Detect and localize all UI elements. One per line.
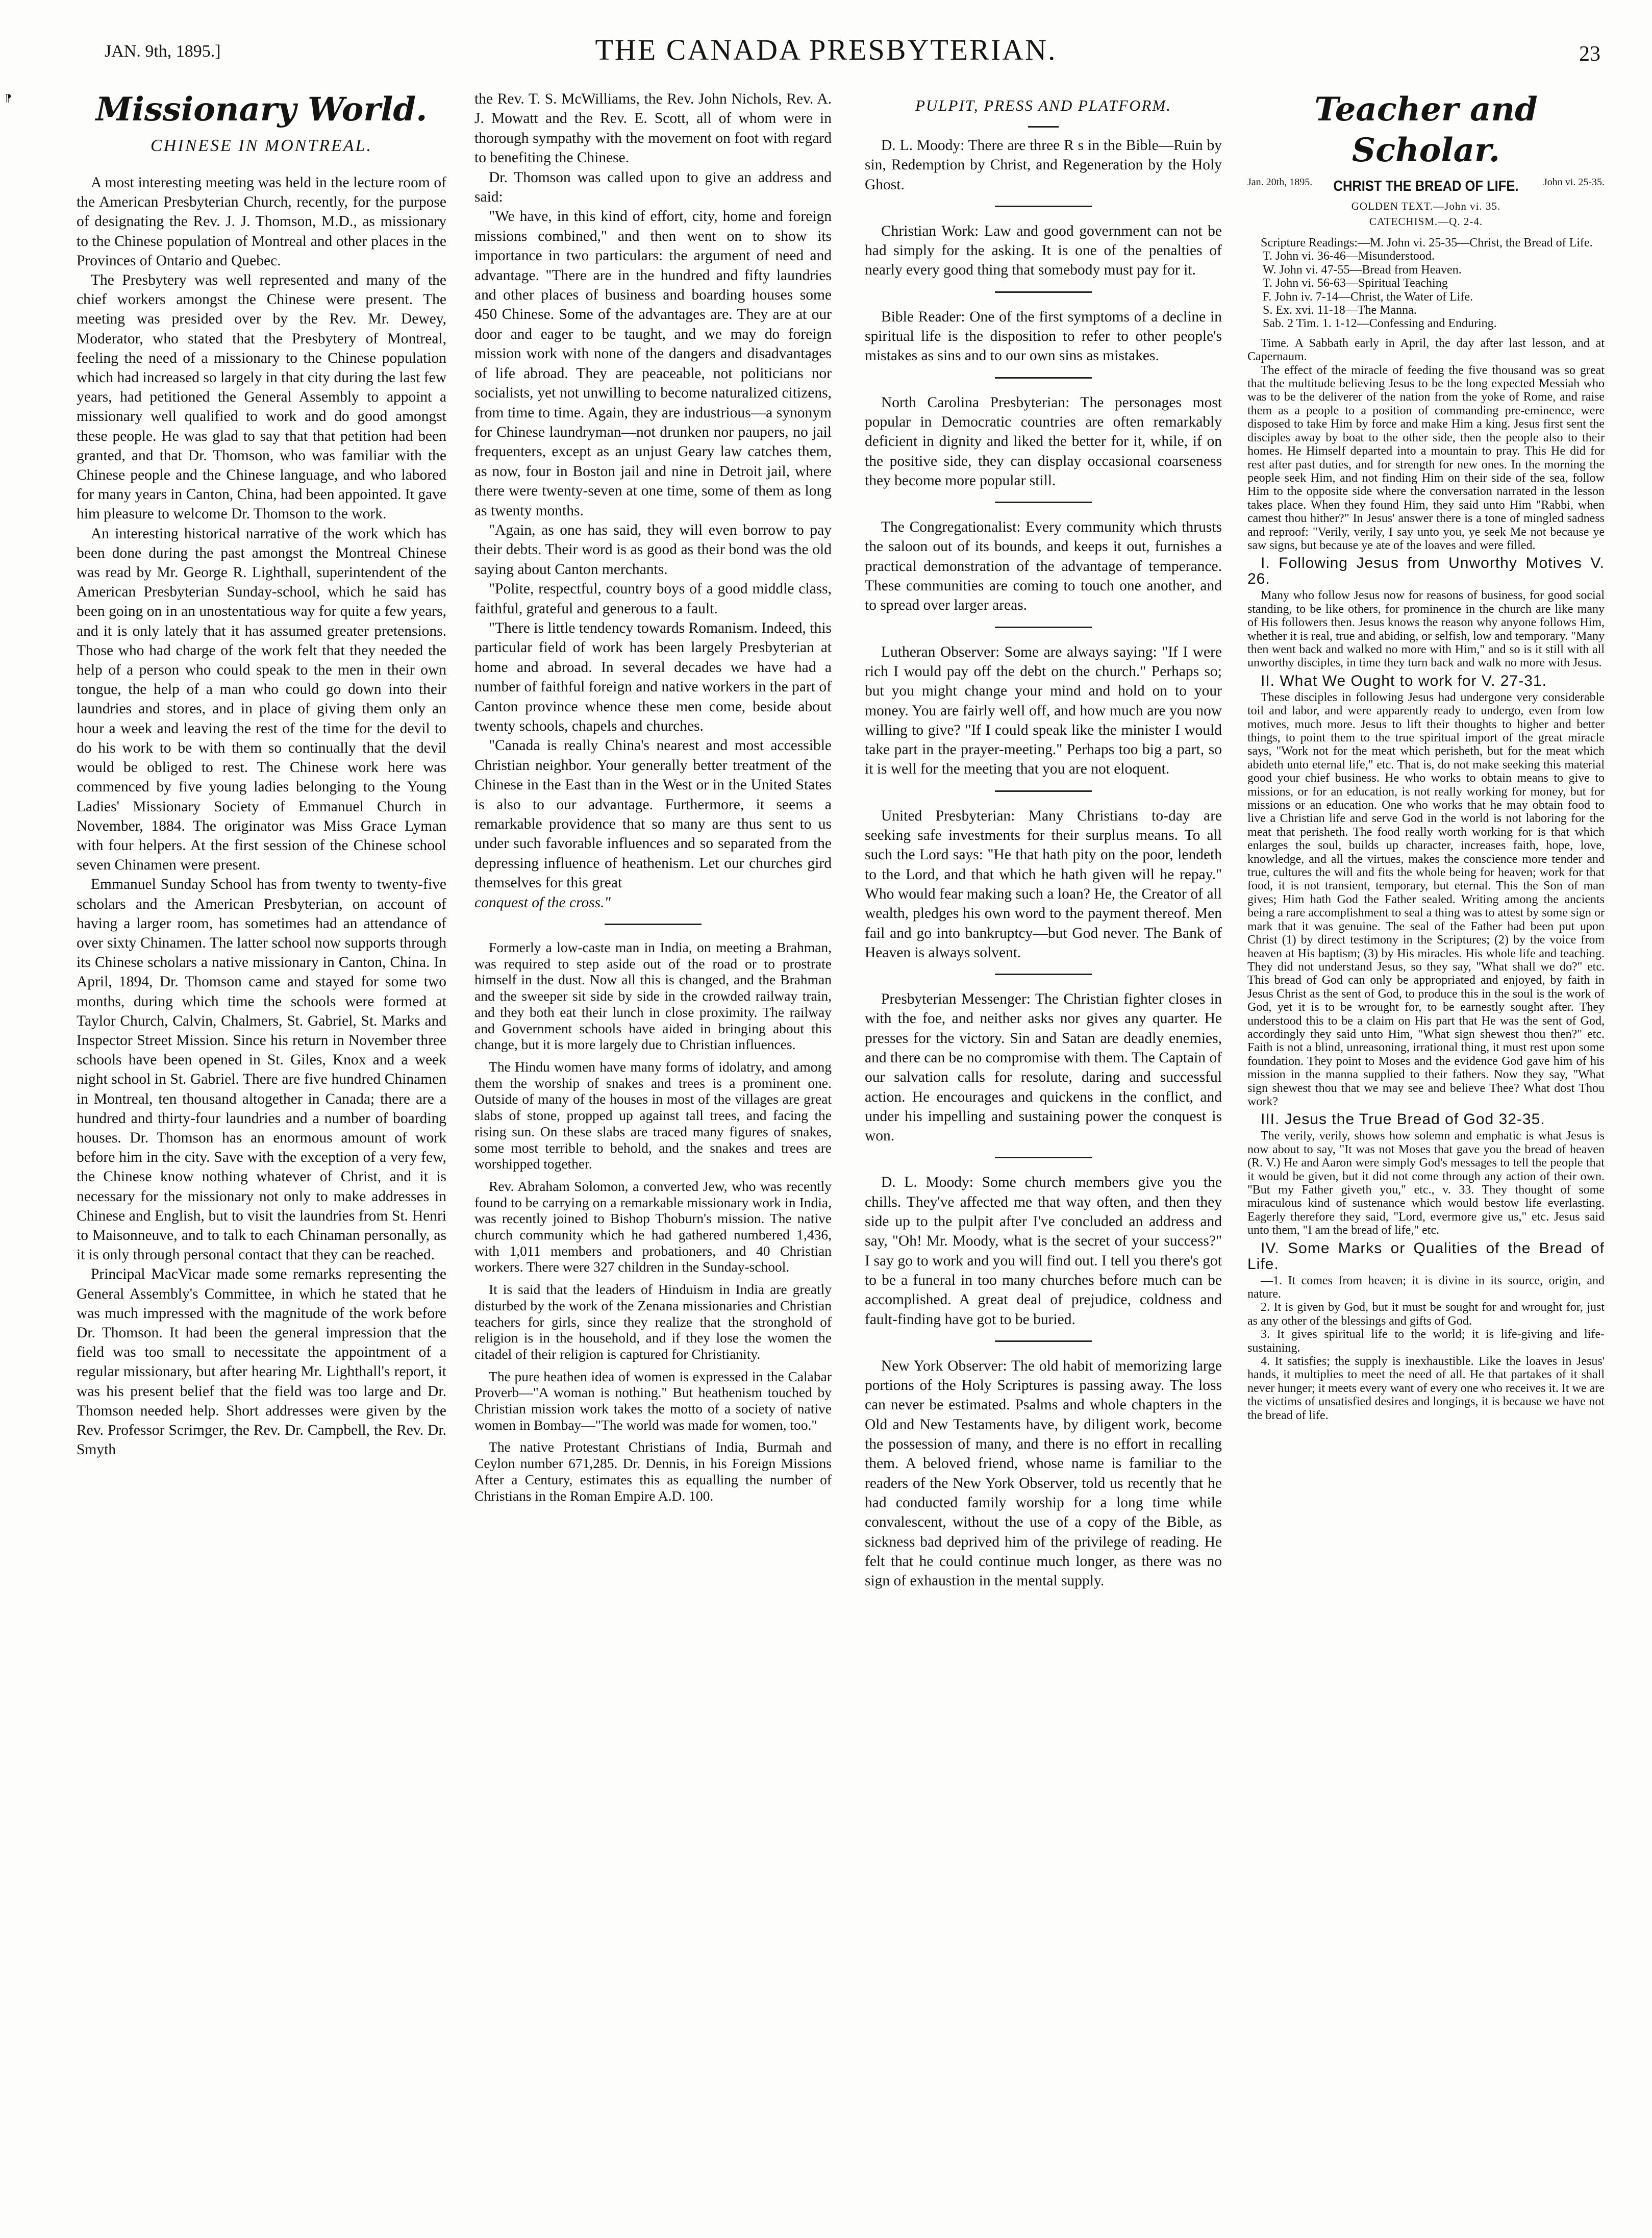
divider-rule (995, 627, 1092, 628)
article-paragraph: The Presbytery was well represented and many of the chief workers amongst the Chinese were present. The meeting was presided over by the Rev. Mr. Dewey, Moderator, who stated that the Presbytery of Montreal, feeling the need of a missionary to the Chinese population which had increased so largely in that city during the last few years, had petitioned the General Assembly to appoint a missionary well qualified to work and do good amongst these people. He was glad to say that that petition had been granted, and that Dr. Thomson, who was familiar with the Chinese people and the Chinese language, and who labored for many years in Canton, China, had been appointed. It gave him pleasure to welcome Dr. Thomson to the work. (77, 272, 446, 523)
lesson-date: Jan. 20th, 1895. (1247, 177, 1313, 188)
reading-line: S. Ex. xvi. 11-18—The Manna. (1263, 304, 1417, 317)
column-teacher-and-scholar (1247, 89, 1605, 1422)
quote-item: Presbyterian Messenger: The Christian fighter closes in with the foe, and neither asks nor gives any quarter. He presses for the victory. Sin and Satan are deadly enemies, and there can be no compromise with them. The Captain of our salvation calls for resolute, daring and successful action. He encourages and quickens in the conflict, and under his impelling and sustaining power the conquest is won. (865, 991, 1222, 1145)
news-item: The pure heathen idea of women is expressed in the Calabar Proverb—"A woman is nothing." But heathenism touched by Christian mission work takes the motto of a society of native women in Bombay—"The world was made for women, too." (474, 1368, 832, 1433)
lesson-reference: John vi. 25-35. (1543, 177, 1605, 188)
divider-rule (995, 377, 1092, 379)
lesson-header (1247, 175, 1605, 198)
lesson-point-text: These disciples in following Jesus had undergone very considerable toil and labor, and were apparently ready to undergo, even from low motives, much more. Jesus to lift their thoughts to higher and better things, to point them to the true spiritual import of the great miracle says, "Work not for the meat which perisheth, but for the meat which abideth unto eternal life," etc. That is, do not make seeking this material good your chief business. He who works to obtain means to give to missions, or for an education, is not really working for money, but for missions or an education. One who works that he may obtain food to live a Christian life and serve God in the world is not laboring for the meat that perisheth. The food really worth working for is that which enlarges the soul, builds up character, increases faith, hope, love, knowledge, and all the virtues, makes the conscience more tender and true, cultures the will and fits the whole being for heaven; work for that food, it is not transient, temporary, but eternal. This the Son of man gives; Him hath God the Father sealed. Writing among the ancients being a rare accomplishment to seal a thing was to attest by some sign or mark that it was genuine. The seal of the Father had been put upon Christ (1) by direct testimony in the Scriptures; (2) by the voice from heaven at His baptism; (3) by His miracles. His whole life and teaching. They did not understand Jesus, so they say, "What shall we do?" etc. This bread of God can only be appropriated and enjoyed, by faith in Jesus Christ as the sent of God, to produce this in the soul is the work of God, yet it is to be wrought for, to be earnestly sought after. They understood this to be a claim on His part that He was the sent of God, accordingly they said unto Him, "What sign shewest thou then?" etc. Faith is not a blind, unreasoning, irrational thing, it must rest upon some foundation. They point to Moses and the evidence God gave him of his mission in the manna supplied to their fathers. Now they say, "What sign shewest thou that we may see and believe Thee? What dost Thou work? (1247, 690, 1605, 1108)
lesson-point-heading: II. What We Ought to work for V. 27-31. (1261, 672, 1547, 689)
lesson-point-heading: IV. Some Marks or Qualities of the Bread of Life. (1247, 1239, 1605, 1273)
divider-rule (995, 502, 1092, 503)
article-paragraph: An interesting historical narrative of the work which has been done during the past amongst the Montreal Chinese was read by Mr. George R. Lighthall, superintendent of the American Presbyterian Sunday-school, which he said has been going on in an unostentatious way for quite a few years, and it is only lately that it has assumed greater pretensions. Those who had charge of the work felt that they needed the help of a person who could speak to the men in their own tongue, the help of a man who could go down into their laundries and stores, and in place of giving them only an hour a week and leaving the rest of the time for the devil to do his work to be with them so continually that the devil would be obliged to rest. The Chinese work here was commenced by five young ladies belonging to the Young Ladies' Missionary Society of Emmanuel Church in November, 1884. The originator was Miss Grace Lyman with four helpers. At the first session of the Chinese school seven Chinamen were present. (77, 525, 446, 874)
list-item: 3. It gives spiritual life to the world; it is life-giving and life-sustaining. (1247, 1328, 1605, 1355)
quote-item: United Presbyterian: Many Christians to-day are seeking safe investments for their surplus means. To all such the Lord says: "He that hath pity on the poor, lendeth to the Lord, and that which he hath given will he repay." Who would fear making such a loan? He, the Creator of all wealth, pledges his own word to the payment thereof. Men fail and go into bankruptcy—but God never. The Bank of Heaven is always solvent. (865, 807, 1222, 961)
lesson-point-text: Many who follow Jesus now for reasons of business, for good social standing, to be like others, for prominence in the church are like many of His followers then. Jesus knows the reason why anyone follows Him, whether it is real, true and abiding, or selfish, low and temporary. "Many then went back and walked no more with Him," and so is it still with all unworthy disciples, in time they turn back and walk no more with Jesus. (1247, 589, 1605, 670)
article-paragraph: Emmanuel Sunday School has from twenty to twenty-five scholars and the American Presbyterian, on account of having a larger room, has sometimes had an attendance of over sixty Chinamen. The latter school now supports through its Chinese scholars a native missionary in Canton, China. In April, 1894, Dr. Thomson came and stayed for some two months, during which time the schools were formed at Taylor Church, Calvin, Chalmers, St. Gabriel, St. Marks and Inspector Street Mission. Since his return in November three schools have been opened in St. Giles, Knox and a week night school in St. Gabriel. There are five hundred Chinamen in Montreal, ten thousand altogether in Canada; there are a hundred and thirty-four laundries and a number of boarding houses. Dr. Thomson has an enormous amount of work before him in the city. Save with the exception of a very few, the Chinese know nothing whatever of Christ, and it is necessary for the missionary not only to make addresses in Chinese and English, but to visit the laundries from St. Henri to Maisonneuve, and to talk to each Chinaman personally, as it is only through personal contact that they can be reached. (77, 876, 446, 1263)
divider-rule (995, 790, 1092, 792)
golden-text: GOLDEN TEXT.—John vi. 35. (1351, 200, 1501, 212)
news-item: The native Protestant Christians of India, Burmah and Ceylon number 671,285. Dr. Dennis, in his Foreign Missions After a Century, estimates this as equalling the number of Christians in the Roman Empire A.D. 100. (474, 1439, 832, 1504)
article-subhead-chinese-in-montreal: CHINESE IN MONTREAL. (151, 136, 372, 155)
lesson-point-heading: I. Following Jesus from Unworthy Motives V. 26. (1247, 555, 1605, 588)
catechism-reference: CATECHISM.—Q. 2-4. (1369, 215, 1483, 228)
reading-line: Sab. 2 Tim. 1. 1-12—Confessing and Enduring. (1263, 317, 1497, 331)
quote-item: Bible Reader: One of the first symptoms of a decline in spiritual life is the disposition to refer to other people's mistakes as sins and to our own sins as mistakes. (865, 308, 1222, 364)
article-paragraph: Principal MacVicar made some remarks representing the General Assembly's Committee, in which he stated that he was much impressed with the magnitude of the work before Dr. Thomson. It had been the general impression that the field was too small to necessitate the appointment of a regular missionary, but after hearing Mr. Lighthall's report, it was his present belief that the field was too large and Dr. Thomson needed help. Short addresses were given by the Rev. Professor Scrimger, the Rev. Dr. Campbell, the Rev. Dr. Smyth (77, 1266, 446, 1458)
reading-line: T. John vi. 56-63—Spiritual Teaching (1263, 277, 1448, 290)
issue-date: JAN. 9th, 1895.] (105, 42, 221, 61)
quote-item: The Congregationalist: Every community which thrusts the saloon out of its bounds, and keeps it out, furnishes a practical demonstration of the advantage of temperance. These communities are coming to touch one another, and to spread over larger areas. (865, 519, 1222, 614)
news-item: The Hindu women have many forms of idolatry, and among them the worship of snakes and trees is a prominent one. Outside of many of the houses in most of the villages are great slabs of stone, propped up against tall trees, and facing the rising sun. On these slabs are traced many figures of snakes, some most terrible to behold, and the snakes and trees are worshipped together. (474, 1058, 832, 1172)
article-paragraph: "We have, in this kind of effort, city, home and foreign missions combined," and then went on to show its importance in two particulars: the argument of need and advantage. "There are in the hundred and fifty laundries and other places of business and boarding houses some 450 Chinese. Some of the advantages are. They are at our door and eager to be taught, and we may do foreign mission work with none of the dangers and disadvantages of life abroad. They are peaceable, not politicians nor socialists, yet not unwilling to become naturalized citizens, from time to time. Again, they are industrious—a synonym for Chinese laundryman—not drunken nor paupers, no jail frequenters, except as an unjust Geary law catches them, as now, four in Boston jail and nine in Detroit jail, where there were twenty-seven at one time, some of them as long as twenty months. (474, 208, 832, 519)
margin-mark: ⁋ (5, 93, 12, 104)
section-title-teacher-and-scholar: Teacher and Scholar. (1314, 90, 1538, 169)
reading-line: T. John vi. 36-46—Misunderstood. (1263, 250, 1435, 263)
article-paragraph-end: conquest of the cross." (474, 894, 611, 911)
quote-item: D. L. Moody: There are three R s in the Bible—Ruin by sin, Redemption by Christ, and Regeneration by the Holy Ghost. (865, 137, 1222, 193)
section-title-pulpit-press-platform: PULPIT, PRESS AND PLATFORM. (915, 96, 1172, 114)
quote-item: Lutheran Observer: Some are always saying: "If I were rich I would pay off the debt on the church." Perhaps so; but you might change your mind and hold on to your money. You are fairly well off, and how much are you now willing to give? "If I could speak like the minister I would take part in the prayer-meeting." Perhaps too big a part, so it is well for the meeting that you are not eloquent. (865, 643, 1222, 778)
page-number: 23 (1579, 42, 1600, 66)
column-missionary-world-continued (474, 89, 832, 1504)
quote-item: North Carolina Presbyterian: The personages most popular in Democratic countries are often remarkably deficient in dignity and liked the better for it, while, if on the positive side, they can display occasional coarseness they become more popular still. (865, 394, 1222, 489)
reading-line: Scripture Readings:—M. John vi. 25-35—Christ, the Bread of Life. (1261, 236, 1593, 250)
divider-rule (995, 291, 1092, 293)
article-paragraph: A most interesting meeting was held in the lecture room of the American Presbyterian Church, recently, for the purpose of designating the Rev. J. J. Thomson, M.D., as missionary to the Chinese population of Montreal and other places in the Provinces of Ontario and Quebec. (77, 175, 446, 269)
publication-title: THE CANADA PRESBYTERIAN. (595, 33, 1057, 66)
news-item: It is said that the leaders of Hinduism in India are greatly disturbed by the work of the Zenana missionaries and Christian teachers for girls, since they realize that the stronghold of religion is in the household, and if they lose the women the citadel of their religion is captured for Christianity. (474, 1281, 832, 1362)
quote-item: New York Observer: The old habit of memorizing large portions of the Holy Scriptures is passing away. The loss can never be estimated. Psalms and whole chapters in the Old and New Testaments have, by diligent work, become the possession of many, and there is no effort in recalling them. A beloved friend, whose name is familiar to the readers of the New York Observer, told us recently that he had conducted family worship for a long time while convalescent, without the use of a copy of the Bible, as sickness bad deprived him of the privilege of reading. He felt that he could continue much longer, as there was no sign of exhaustion in the mental supply. (865, 1357, 1222, 1589)
article-paragraph: the Rev. T. S. McWilliams, the Rev. John Nichols, Rev. A. J. Mowatt and the Rev. E. Scott, all of whom were in thorough sympathy with the movement on foot with regard to benefiting the Chinese. (474, 91, 832, 166)
divider-rule (605, 924, 702, 925)
article-paragraph: "Again, as one has said, they will even borrow to pay their debts. Their word is as good as their bond was the old saying about Canton merchants. (474, 521, 832, 578)
section-title-missionary-world: Missionary World. (95, 90, 428, 129)
lesson-title: CHRIST THE BREAD OF LIFE. (1333, 178, 1519, 194)
divider-rule (995, 1340, 1092, 1342)
scripture-readings (1247, 236, 1605, 331)
news-item: Formerly a low-caste man in India, on meeting a Brahman, was required to step aside out of the road or to prostrate himself in the dust. Now all this is changed, and the Brahman and the sweeper sit side by side in the crowded railway train, and they both eat their lunch in close proximity. The railway and Government schools have aided in bringing about this change, but it is more largely due to Christian influences. (474, 939, 832, 1053)
news-item: Rev. Abraham Solomon, a converted Jew, who was recently found to be carrying on a remarkable missionary work in India, was recently joined to Bishop Thoburn's mission. The native church community which he had gathered numbered 1,436, with 1,011 members and probationers, and 40 Christian workers. There were 327 children in the Sunday-school. (474, 1178, 832, 1275)
divider-rule (995, 974, 1092, 975)
lesson-point-heading: III. Jesus the True Bread of God 32-35. (1261, 1111, 1545, 1128)
column-missionary-world (77, 89, 446, 1459)
article-paragraph: "Canada is really China's nearest and most accessible Christian neighbor. Your generally better treatment of the Chinese in the East than in the West or in the United States is also to our advantage. Furthermore, it seems a remarkable providence that so many are thus sent to us under such favorable influences and so separated from the depressing influence of heathenism. Let our churches gird themselves for this great (474, 737, 832, 891)
list-item: 2. It is given by God, but it must be sought for and wrought for, just as any other of the blessings and gifts of God. (1247, 1301, 1605, 1328)
divider-rule (1028, 126, 1059, 128)
quote-item: Christian Work: Law and good government can not be had simply for the asking. It is one of the penalties of nearly every good thing that somebody must pay for it. (865, 222, 1222, 279)
lesson-point-text: The verily, verily, shows how solemn and emphatic is what Jesus is now about to say, "It was not Moses that gave you the bread of heaven (R. V.) He and Aaron were simply God's messages to tell the people that it would be given, but it did not come through any action of their own. "But my Father giveth you," etc., v. 33. They thought of some miraculous kind of sustenance which would bestow life everlasting. Eagerly therefore they said, "Lord, evermore give us," etc. Jesus said unto them, "I am the bread of life," etc. (1247, 1129, 1605, 1237)
reading-line: F. John iv. 7-14—Christ, the Water of Life. (1263, 290, 1473, 304)
list-item: 4. It satisfies; the supply is inexhaustible. Like the loaves in Jesus' hands, it multiplies to meet the need of all. He that partakes of it shall never hunger; it meets every want of every one who receives it. It we are the victims of unsatisfied desires and longings, it is because we have not the bread of life. (1247, 1355, 1605, 1422)
article-paragraph: "There is little tendency towards Romanism. Indeed, this particular field of work has been largely Presbyterian at home and abroad. In several decades we have had a number of faithful foreign and native workers in the part of Canton province whence these men come, beside about twenty schools, chapels and churches. (474, 619, 832, 734)
lesson-paragraph: Time. A Sabbath early in April, the day after last lesson, and at Capernaum. (1247, 336, 1605, 364)
article-paragraph: Dr. Thomson was called upon to give an address and said: (474, 169, 832, 206)
quote-item: D. L. Moody: Some church members give you the chills. They've affected me that way often, and then they side up to the pulpit after I've concluded an address and say, "Oh! Mr. Moody, what is the secret of your success?" I say go to work and you will find out. I tell you there's got to be a funeral in too many churches before much can be accomplished. A great deal of prejudice, coldness and fault-finding have got to be buried. (865, 1174, 1222, 1328)
column-pulpit-press-platform (865, 89, 1222, 1590)
article-paragraph: "Polite, respectful, country boys of a good middle class, faithful, grateful and generous to a fault. (474, 581, 832, 617)
reading-line: W. John vi. 47-55—Bread from Heaven. (1263, 263, 1462, 277)
divider-rule (995, 206, 1092, 207)
lesson-paragraph: The effect of the miracle of feeding the five thousand was so great that the multitude believing Jesus to be the long expected Messiah who was to be the deliverer of the nation from the yoke of Rome, and raise them as a people to a position of commanding pre-eminence, were disposed to take Him by force and make Him a king. Jesus first sent the disciples away by boat to the other side, then the people also to their homes. He Himself departed into a mountain to pray. This He did for rest after past duties, and for strength for new ones. In the morning the people seek Him, and not finding Him on their side of the sea, follow Him to the opposite side where the conversation narrated in the lesson takes place. When they found Him, they said unto Him "Rabbi, when camest thou hither?" In Jesus' answer there is a tone of mingled sadness and reproof: "Verily, verily, I say unto you, ye seek Me not because ye saw signs, but because ye ate of the loaves and were filled. (1247, 363, 1605, 552)
divider-rule (995, 1157, 1092, 1158)
lesson-point-text: —1. It comes from heaven; it is divine in its source, origin, and nature. (1247, 1274, 1605, 1301)
page-header (0, 31, 1652, 77)
